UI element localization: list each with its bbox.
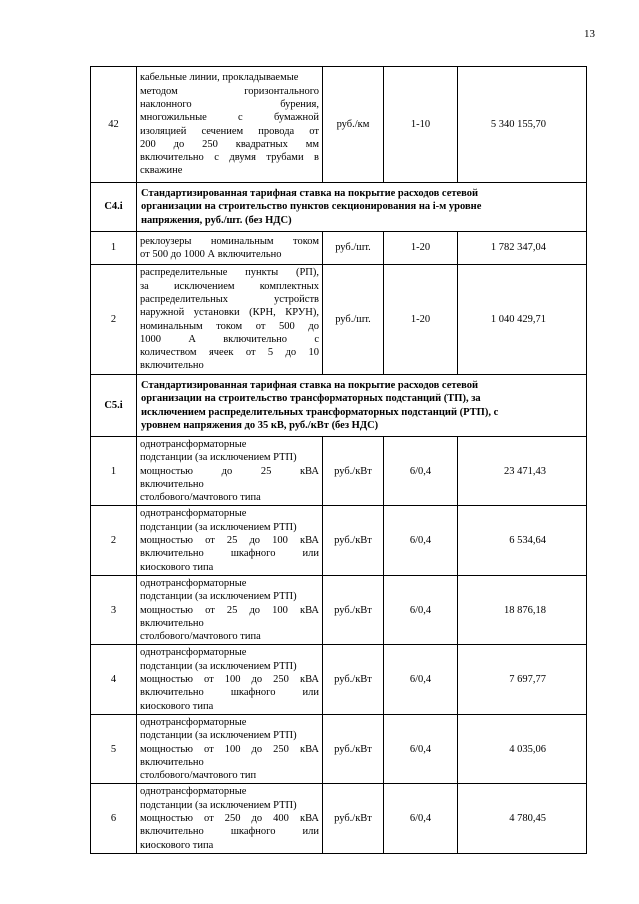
row-number: 1 (91, 232, 137, 265)
row-voltage: 6/0,4 (384, 645, 458, 714)
section-title-line: исключением распределительных трансформаторных подстанций (РТП), с (141, 406, 499, 418)
row-number: 3 (91, 575, 137, 644)
section-title-line: напряжения, руб./шт. (без НДС) (141, 214, 292, 226)
row-number: 4 (91, 645, 137, 714)
table-row (91, 506, 587, 575)
row-description (137, 265, 323, 375)
row-value: 4 780,45 (458, 784, 587, 853)
description-line: однотрансформаторные (140, 508, 247, 520)
row-description (137, 232, 323, 265)
table-row (91, 714, 587, 783)
description-line: 1000 А включительно с (140, 333, 319, 345)
description-line: методом горизонтального (140, 85, 319, 97)
description-line: включительно (140, 478, 204, 490)
description-line: реклоузеры номинальным током (140, 235, 319, 247)
section-title (137, 375, 587, 437)
description-line: кабельные линии, прокладываемые (140, 72, 299, 84)
description-line: мощностью от 100 до 250 кВА (140, 743, 319, 755)
description-line: киоскового типа (140, 700, 214, 712)
table-row (91, 265, 587, 375)
row-number: 42 (91, 67, 137, 183)
description-line: включительно шкафного или (140, 548, 319, 560)
row-description (137, 67, 323, 183)
description-line: мощностью от 100 до 250 кВА (140, 674, 319, 686)
table-row (91, 645, 587, 714)
description-line: мощностью от 25 до 100 кВА (140, 535, 319, 547)
row-value: 1 782 347,04 (458, 232, 587, 265)
description-line: включительно (140, 756, 204, 768)
description-line: включительно с двумя трубами в (140, 152, 319, 164)
description-line: номинальным током от 500 до (140, 320, 319, 332)
row-unit: руб./кВт (323, 645, 384, 714)
row-voltage: 6/0,4 (384, 714, 458, 783)
description-line: скважине (140, 165, 183, 177)
section-title-line: организации на строительство пунктов секционирования на i-м уровне (141, 201, 482, 213)
row-voltage: 1-10 (384, 67, 458, 183)
table-row (91, 437, 587, 506)
section-code: С5.i (91, 375, 137, 437)
row-description (137, 645, 323, 714)
description-line: подстанции (за исключением РТП) (140, 799, 297, 811)
table-row (91, 232, 587, 265)
row-value: 4 035,06 (458, 714, 587, 783)
row-voltage: 1-20 (384, 232, 458, 265)
table-row (91, 67, 587, 183)
description-line: изоляцией сечением провода от (140, 125, 319, 137)
row-unit: руб./шт. (323, 265, 384, 375)
description-line: подстанции (за исключением РТП) (140, 521, 297, 533)
description-line: подстанции (за исключением РТП) (140, 591, 297, 603)
description-line: подстанции (за исключением РТП) (140, 660, 297, 672)
description-line: столбового/мачтового типа (140, 492, 261, 504)
section-title-line: организации на строительство трансформаторных подстанций (ТП), за (141, 393, 481, 405)
section-title-line: Стандартизированная тарифная ставка на покрытие расходов сетевой (141, 379, 479, 391)
row-value: 1 040 429,71 (458, 265, 587, 375)
row-description (137, 506, 323, 575)
description-line: однотрансформаторные (140, 577, 247, 589)
row-description (137, 575, 323, 644)
section-header-row (91, 375, 587, 437)
row-number: 1 (91, 437, 137, 506)
row-voltage: 6/0,4 (384, 784, 458, 853)
page-number: 13 (584, 28, 595, 40)
description-line: распределительные пункты (РП), (140, 267, 319, 279)
section-code: С4.i (91, 183, 137, 232)
description-line: 200 до 250 квадратных мм (140, 138, 319, 150)
description-line: мощностью до 25 кВА (140, 465, 319, 477)
table-row (91, 784, 587, 853)
row-number: 2 (91, 506, 137, 575)
row-voltage: 6/0,4 (384, 575, 458, 644)
description-line: от 500 до 1000 А включительно (140, 249, 282, 260)
row-value: 18 876,18 (458, 575, 587, 644)
description-line: столбового/мачтового тип (140, 770, 257, 782)
description-line: включительно шкафного или (140, 826, 319, 838)
description-line: мощностью от 25 до 100 кВА (140, 604, 319, 616)
row-value: 6 534,64 (458, 506, 587, 575)
table-row (91, 575, 587, 644)
row-unit: руб./кВт (323, 575, 384, 644)
row-value: 7 697,77 (458, 645, 587, 714)
description-line: однотрансформаторные (140, 716, 247, 728)
row-unit: руб./шт. (323, 232, 384, 265)
description-line: за исключением комплектных (140, 280, 319, 292)
row-unit: руб./км (323, 67, 384, 183)
description-line: наружной установки (КРН, КРУН), (140, 307, 319, 319)
row-voltage: 6/0,4 (384, 506, 458, 575)
description-line: наклонного бурения, (140, 98, 319, 110)
tariff-table-body (91, 67, 587, 854)
row-value: 23 471,43 (458, 437, 587, 506)
row-value: 5 340 155,70 (458, 67, 587, 183)
section-title-line: уровнем напряжения до 35 кВ, руб./кВт (без НДС) (141, 419, 379, 431)
description-line: столбового/мачтового типа (140, 631, 261, 643)
row-number: 5 (91, 714, 137, 783)
tariff-table (90, 66, 587, 854)
row-description (137, 784, 323, 853)
section-title (137, 183, 587, 232)
description-line: однотрансформаторные (140, 786, 247, 798)
row-unit: руб./кВт (323, 784, 384, 853)
description-line: включительно шкафного или (140, 687, 319, 699)
description-line: однотрансформаторные (140, 439, 247, 450)
row-voltage: 6/0,4 (384, 437, 458, 506)
description-line: подстанции (за исключением РТП) (140, 452, 297, 464)
description-line: количеством ячеек от 5 до 10 (140, 347, 319, 359)
description-line: включительно (140, 360, 204, 372)
row-unit: руб./кВт (323, 437, 384, 506)
row-description (137, 437, 323, 506)
description-line: мощностью от 250 до 400 кВА (140, 813, 319, 825)
description-line: однотрансформаторные (140, 647, 247, 659)
description-line: распределительных устройств (140, 293, 319, 305)
row-number: 2 (91, 265, 137, 375)
description-line: включительно (140, 617, 204, 629)
description-line: киоскового типа (140, 839, 214, 851)
description-line: многожильные с бумажной (140, 112, 319, 124)
row-unit: руб./кВт (323, 714, 384, 783)
section-header-row (91, 183, 587, 232)
row-description (137, 714, 323, 783)
description-line: киоскового типа (140, 561, 214, 573)
description-line: подстанции (за исключением РТП) (140, 730, 297, 742)
section-title-line: Стандартизированная тарифная ставка на покрытие расходов сетевой (141, 188, 479, 200)
row-unit: руб./кВт (323, 506, 384, 575)
row-number: 6 (91, 784, 137, 853)
row-voltage: 1-20 (384, 265, 458, 375)
